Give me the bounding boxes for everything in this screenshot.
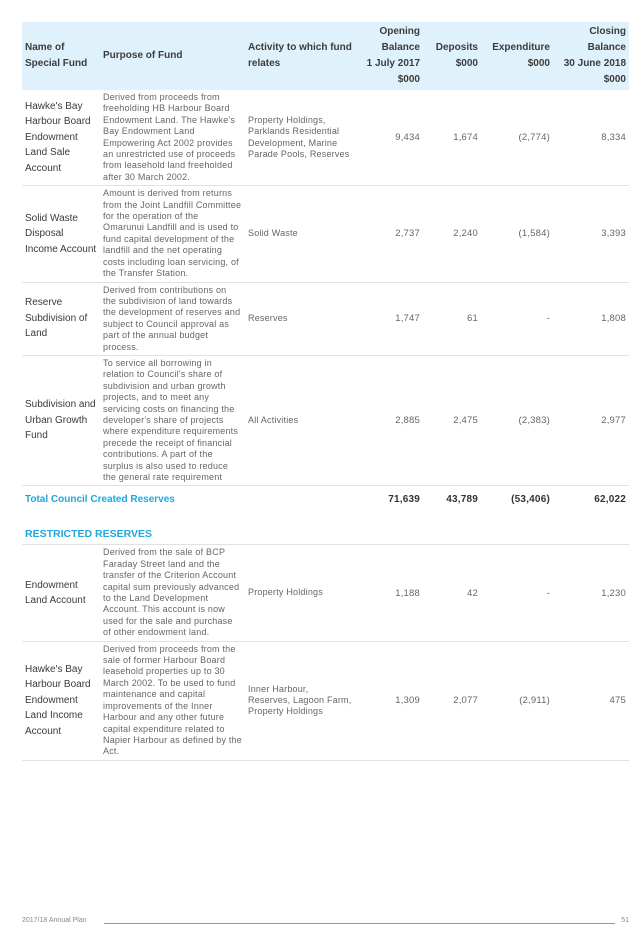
fund-purpose: Amount is derived from returns from the Joint Landfill Committee for the operation of the Omarunui Landfill and is used to fund capital development of the landfill and the net operating costs including loan servicing, of the Transfer Station.: [100, 186, 245, 282]
opening-balance: 1,309: [355, 641, 423, 760]
opening-balance: 1,188: [355, 545, 423, 641]
section-heading-row: [22, 524, 629, 545]
total-expenditure: (53,406): [511, 493, 550, 505]
fund-name: Solid Waste Disposal Income Account: [22, 186, 100, 282]
page-number: 51: [621, 917, 629, 924]
deposits: 61: [423, 282, 481, 355]
closing-balance: 8,334: [553, 90, 629, 186]
opening-balance: 9,434: [355, 90, 423, 186]
header-activity: Activity to which fund relates: [248, 42, 352, 69]
header-opening-line: Balance: [381, 42, 420, 53]
fund-purpose: Derived from contributions on the subdivision of land towards the development of reserves and subject to Council approval as part of the annual budget process.: [100, 282, 245, 355]
expenditure: (2,383): [481, 355, 553, 485]
header-deposits: [423, 22, 481, 90]
header-closing: [553, 22, 629, 90]
fund-name: Hawke's Bay Harbour Board Endowment Land Sale Account: [22, 90, 100, 186]
header-opening: [355, 22, 423, 90]
table-row: [22, 90, 629, 186]
special-funds-table: [22, 22, 629, 761]
expenditure: (2,911): [481, 641, 553, 760]
expenditure: -: [481, 545, 553, 641]
fund-activity: Solid Waste: [245, 186, 355, 282]
section-title: RESTRICTED RESERVES: [22, 524, 629, 545]
fund-purpose: Derived from proceeds from the sale of former Harbour Board leasehold properties up to 30 March 2002. To be used to fund maintenance and capital improvements of the Inner Harbour and any other future capital expenditure related to Napier Harbour as defined by the Act.: [100, 641, 245, 760]
total-closing: 62,022: [594, 493, 626, 505]
table-header-row: [22, 22, 629, 90]
fund-purpose: To service all borrowing in relation to Council's share of subdivision and urban growth projects, and to meet any servicing costs on financing the developer's share of projects where expenditure requirements precede the receipt of financial contributions. A part of the surplus is also used to reduce the general rate requirement: [100, 355, 245, 485]
closing-balance: 475: [553, 641, 629, 760]
header-name: Name of Special Fund: [25, 42, 88, 69]
footer-rule: [104, 923, 615, 924]
deposits: 2,240: [423, 186, 481, 282]
total-label: Total Council Created Reserves: [25, 493, 175, 505]
fund-name: Reserve Subdivision of Land: [22, 282, 100, 355]
fund-activity: Property Holdings: [245, 545, 355, 641]
table-row: [22, 545, 629, 641]
fund-name: Hawke's Bay Harbour Board Endowment Land Income Account: [22, 641, 100, 760]
header-closing-line: Balance: [587, 42, 626, 53]
table-row: [22, 641, 629, 760]
fund-activity: All Activities: [245, 355, 355, 485]
total-opening: 71,639: [388, 493, 420, 505]
header-closing-line: 30 June 2018: [563, 58, 626, 69]
expenditure: (2,774): [481, 90, 553, 186]
expenditure: -: [481, 282, 553, 355]
header-expenditure-line: $000: [527, 58, 550, 69]
fund-activity: Reserves: [245, 282, 355, 355]
opening-balance: 1,747: [355, 282, 423, 355]
header-expenditure: [481, 22, 553, 90]
header-opening-line: 1 July 2017: [366, 58, 420, 69]
footer-label: 2017/18 Annual Plan: [22, 917, 87, 924]
header-deposits-line: $000: [455, 58, 478, 69]
deposits: 42: [423, 545, 481, 641]
header-purpose: Purpose of Fund: [103, 50, 183, 61]
fund-activity: Property Holdings, Parklands Residential Development, Marine Parade Pools, Reserves: [245, 90, 355, 186]
header-closing-line: $000: [603, 74, 626, 85]
table-row: [22, 186, 629, 282]
header-deposits-line: Deposits: [435, 42, 478, 53]
header-closing-line: Closing: [589, 26, 626, 37]
fund-purpose: Derived from proceeds from freeholding HB Harbour Board Endowment Land. The Hawke's Bay Endowment Land Empowering Act 2002 provides an unrestricted use of proceeds from leasehold land freeholded after 30 March 2002.: [100, 90, 245, 186]
deposits: 1,674: [423, 90, 481, 186]
closing-balance: 1,808: [553, 282, 629, 355]
header-opening-line: $000: [397, 74, 420, 85]
opening-balance: 2,737: [355, 186, 423, 282]
opening-balance: 2,885: [355, 355, 423, 485]
special-funds-page: [22, 22, 629, 761]
page-footer: [22, 917, 629, 929]
fund-activity: Inner Harbour, Reserves, Lagoon Farm, Property Holdings: [245, 641, 355, 760]
spacer-cell: [22, 512, 629, 524]
fund-purpose: Derived from the sale of BCP Faraday Street land and the transfer of the Criterion Account capital sum previously advanced to the Land Development Account. This account is now used for the sale and purchase of other endowment land.: [100, 545, 245, 641]
total-row: [22, 486, 629, 513]
table-row: [22, 355, 629, 485]
header-opening-line: Opening: [379, 26, 420, 37]
spacer-row: [22, 512, 629, 524]
expenditure: (1,584): [481, 186, 553, 282]
deposits: 2,475: [423, 355, 481, 485]
deposits: 2,077: [423, 641, 481, 760]
total-deposits: 43,789: [446, 493, 478, 505]
fund-name: Subdivision and Urban Growth Fund: [22, 355, 100, 485]
fund-name: Endowment Land Account: [22, 545, 100, 641]
closing-balance: 3,393: [553, 186, 629, 282]
closing-balance: 2,977: [553, 355, 629, 485]
header-expenditure-line: Expenditure: [492, 42, 550, 53]
table-row: [22, 282, 629, 355]
closing-balance: 1,230: [553, 545, 629, 641]
